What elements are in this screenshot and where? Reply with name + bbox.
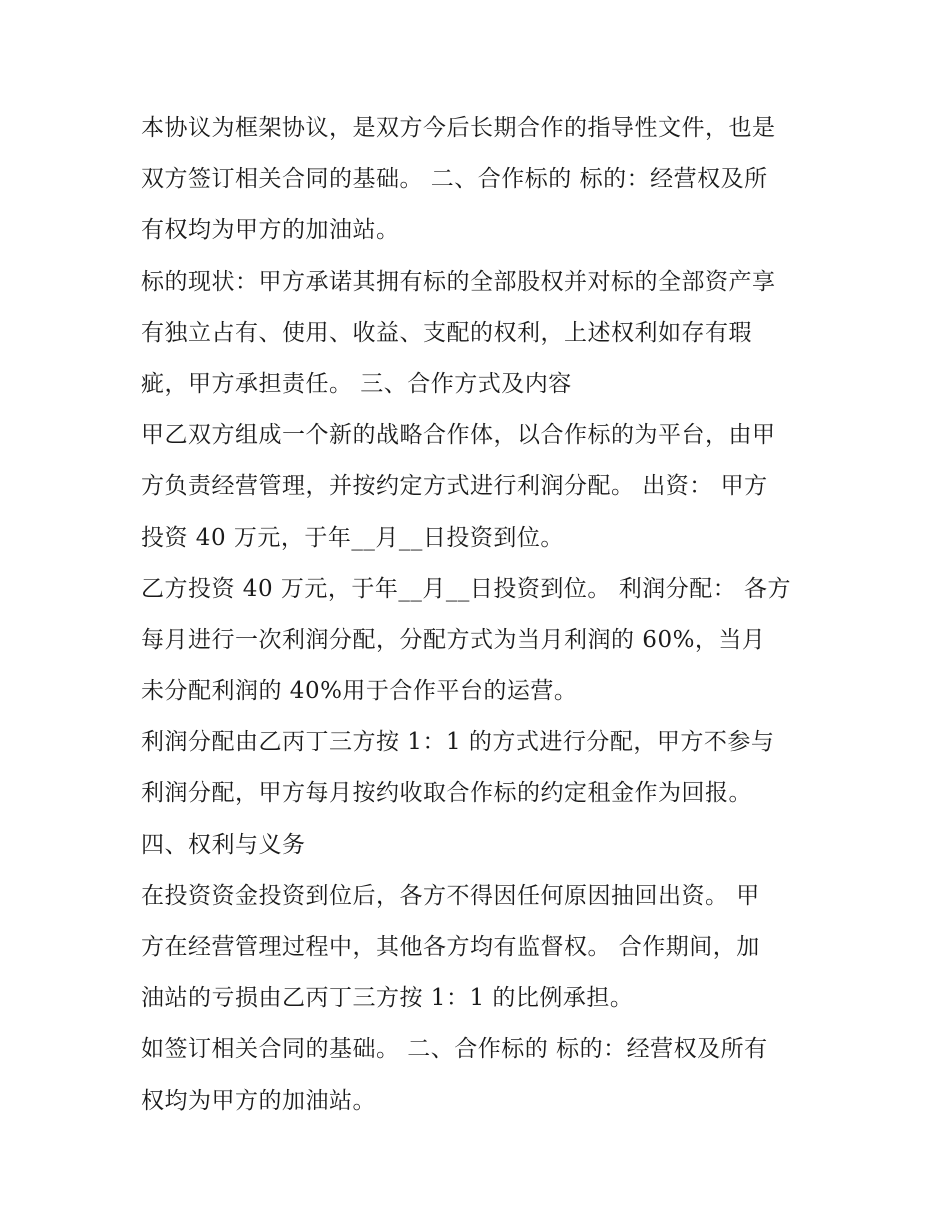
text-line-8: 方负责经营管理，并按约定方式进行利润分配。 出资： 甲方 — [141, 473, 768, 500]
text-line-10: 乙方投资 40 万元，于年__月__日投资到位。 利润分配： 各方 — [141, 575, 792, 602]
text-line-4: 标的现状：甲方承诺其拥有标的全部股权并对标的全部资产享 — [141, 268, 776, 295]
text-line-12: 未分配利润的 40%用于合作平台的运营。 — [141, 678, 578, 705]
text-line-17: 方在经营管理过程中，其他各方均有监督权。 合作期间，加 — [141, 934, 760, 960]
text-line-11: 每月进行一次利润分配，分配方式为当月利润的 60%，当月 — [141, 626, 766, 653]
text-line-14: 利润分配，甲方每月按约收取合作标的约定租金作为回报。 — [141, 780, 752, 807]
text-line-18: 油站的亏损由乙丙丁三方按 1：1 的比例承担。 — [141, 985, 634, 1012]
text-line-5: 有独立占有、使用、收益、支配的权利，上述权利如存有瑕 — [141, 319, 752, 346]
document-body — [141, 103, 821, 1127]
text-line-13: 利润分配由乙丙丁三方按 1：1 的方式进行分配，甲方不参与 — [141, 729, 775, 756]
text-line-19: 如签订相关合同的基础。 二、合作标的 标的：经营权及所有 — [141, 1036, 768, 1063]
text-line-16: 在投资资金投资到位后，各方不得因任何原因抽回出资。 甲 — [141, 882, 760, 909]
text-line-20: 权均为甲方的加油站。 — [141, 1087, 376, 1114]
text-line-3: 有权均为甲方的加油站。 — [141, 217, 400, 244]
text-line-15: 四、权利与义务 — [141, 831, 306, 858]
text-line-2: 双方签订相关合同的基础。 二、合作标的 标的：经营权及所 — [141, 166, 768, 193]
text-line-9: 投资 40 万元，于年__月__日投资到位。 — [141, 524, 564, 551]
text-line-1: 本协议为框架协议，是双方今后长期合作的指导性文件，也是 — [141, 115, 776, 141]
text-line-7: 甲乙双方组成一个新的战略合作体，以合作标的为平台，由甲 — [141, 422, 776, 449]
text-line-6: 疵，甲方承担责任。 三、合作方式及内容 — [141, 370, 572, 397]
